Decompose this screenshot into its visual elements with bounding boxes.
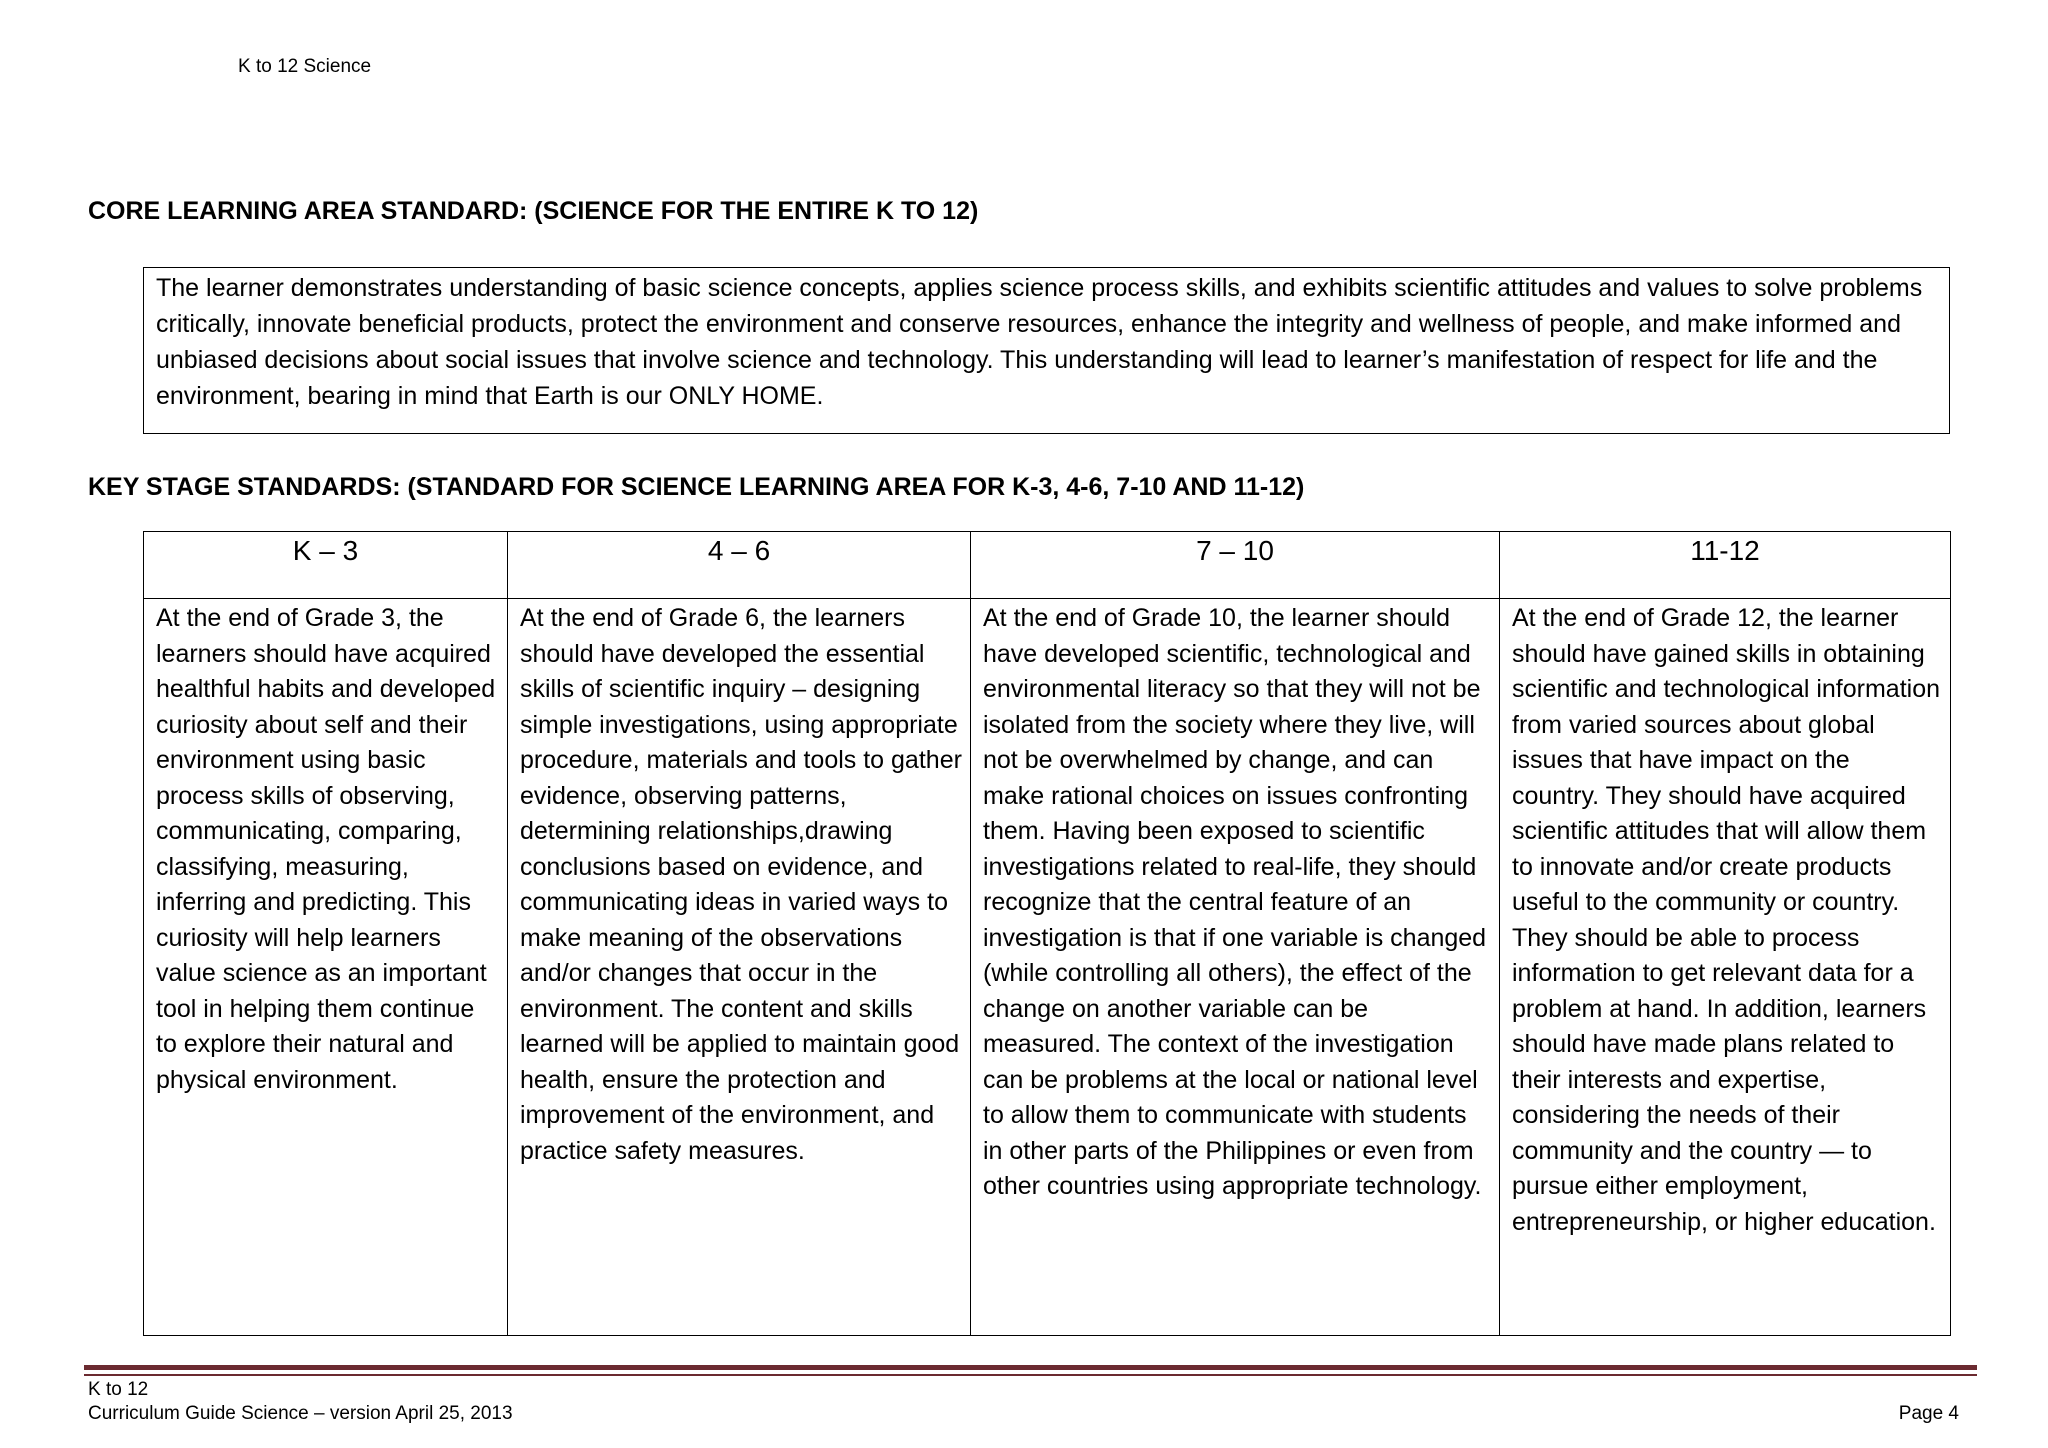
footer-rule-thin (84, 1374, 1977, 1376)
table-header-row (144, 532, 1951, 599)
running-header: K to 12 Science (238, 56, 372, 77)
key-stage-heading: KEY STAGE STANDARDS: (STANDARD FOR SCIENCE LEARNING AREA FOR K-3, 4-6, 7-10 AND 11-12) (88, 473, 1305, 501)
key-stage-table (143, 531, 1951, 1336)
footer-line-2: Curriculum Guide Science – version April 25, 2013 (88, 1403, 513, 1424)
core-standard-heading: CORE LEARNING AREA STANDARD: (SCIENCE FOR THE ENTIRE K TO 12) (88, 197, 979, 225)
column-header-11-12: 11-12 (1500, 532, 1951, 599)
footer-line-1: K to 12 (88, 1379, 149, 1400)
core-standard-box (143, 267, 1950, 434)
table-row (144, 599, 1951, 1336)
footer-document-info (88, 1378, 513, 1426)
column-header-4-6: 4 – 6 (508, 532, 971, 599)
column-header-k3: K – 3 (144, 532, 508, 599)
standard-cell-4-6: At the end of Grade 6, the learners should have developed the essential skills of scientific inquiry – designing simple investigations, using appropriate procedure, materials and tools to gather evidence, observing patterns, determining relationships,drawing conclusions based on evidence, and communicating ideas in varied ways to make meaning of the observations and/or changes that occur in the environment. The content and skills learned will be applied to maintain good health, ensure the protection and improvement of the environment, and practice safety measures. (508, 599, 971, 1336)
standard-cell-7-10: At the end of Grade 10, the learner should have developed scientific, technological and environmental literacy so that they will not be isolated from the society where they live, will not be overwhelmed by change, and can make rational choices on issues confronting them. Having been exposed to scientific investigations related to real-life, they should recognize that the central feature of an investigation is that if one variable is changed (while controlling all others), the effect of the change on another variable can be measured. The context of the investigation can be problems at the local or national level to allow them to communicate with students in other parts of the Philippines or even from other countries using appropriate technology. (971, 599, 1500, 1336)
standard-cell-11-12: At the end of Grade 12, the learner should have gained skills in obtaining scientific and technological information from varied sources about global issues that have impact on the country. They should have acquired scientific attitudes that will allow them to innovate and/or create products useful to the community or country. They should be able to process information to get relevant data for a problem at hand. In addition, learners should have made plans related to their interests and expertise, considering the needs of their community and the country — to pursue either employment, entrepreneurship, or higher education. (1500, 599, 1951, 1336)
core-standard-text: The learner demonstrates understanding of basic science concepts, applies science process skills, and exhibits scientific attitudes and values to solve problems critically, innovate beneficial products, protect the environment and conserve resources, enhance the integrity and wellness of people, and make informed and unbiased decisions about social issues that involve science and technology. This understanding will lead to learner’s manifestation of respect for life and the environment, bearing in mind that Earth is our ONLY HOME. (156, 274, 1923, 410)
footer-rule-thick (84, 1365, 1977, 1370)
page-number: Page 4 (1898, 1403, 1959, 1424)
standard-cell-k3: At the end of Grade 3, the learners should have acquired healthful habits and developed curiosity about self and their environment using basic process skills of observing, communicating, comparing, classifying, measuring, inferring and predicting. This curiosity will help learners value science as an important tool in helping them continue to explore their natural and physical environment. (144, 599, 508, 1336)
column-header-7-10: 7 – 10 (971, 532, 1500, 599)
